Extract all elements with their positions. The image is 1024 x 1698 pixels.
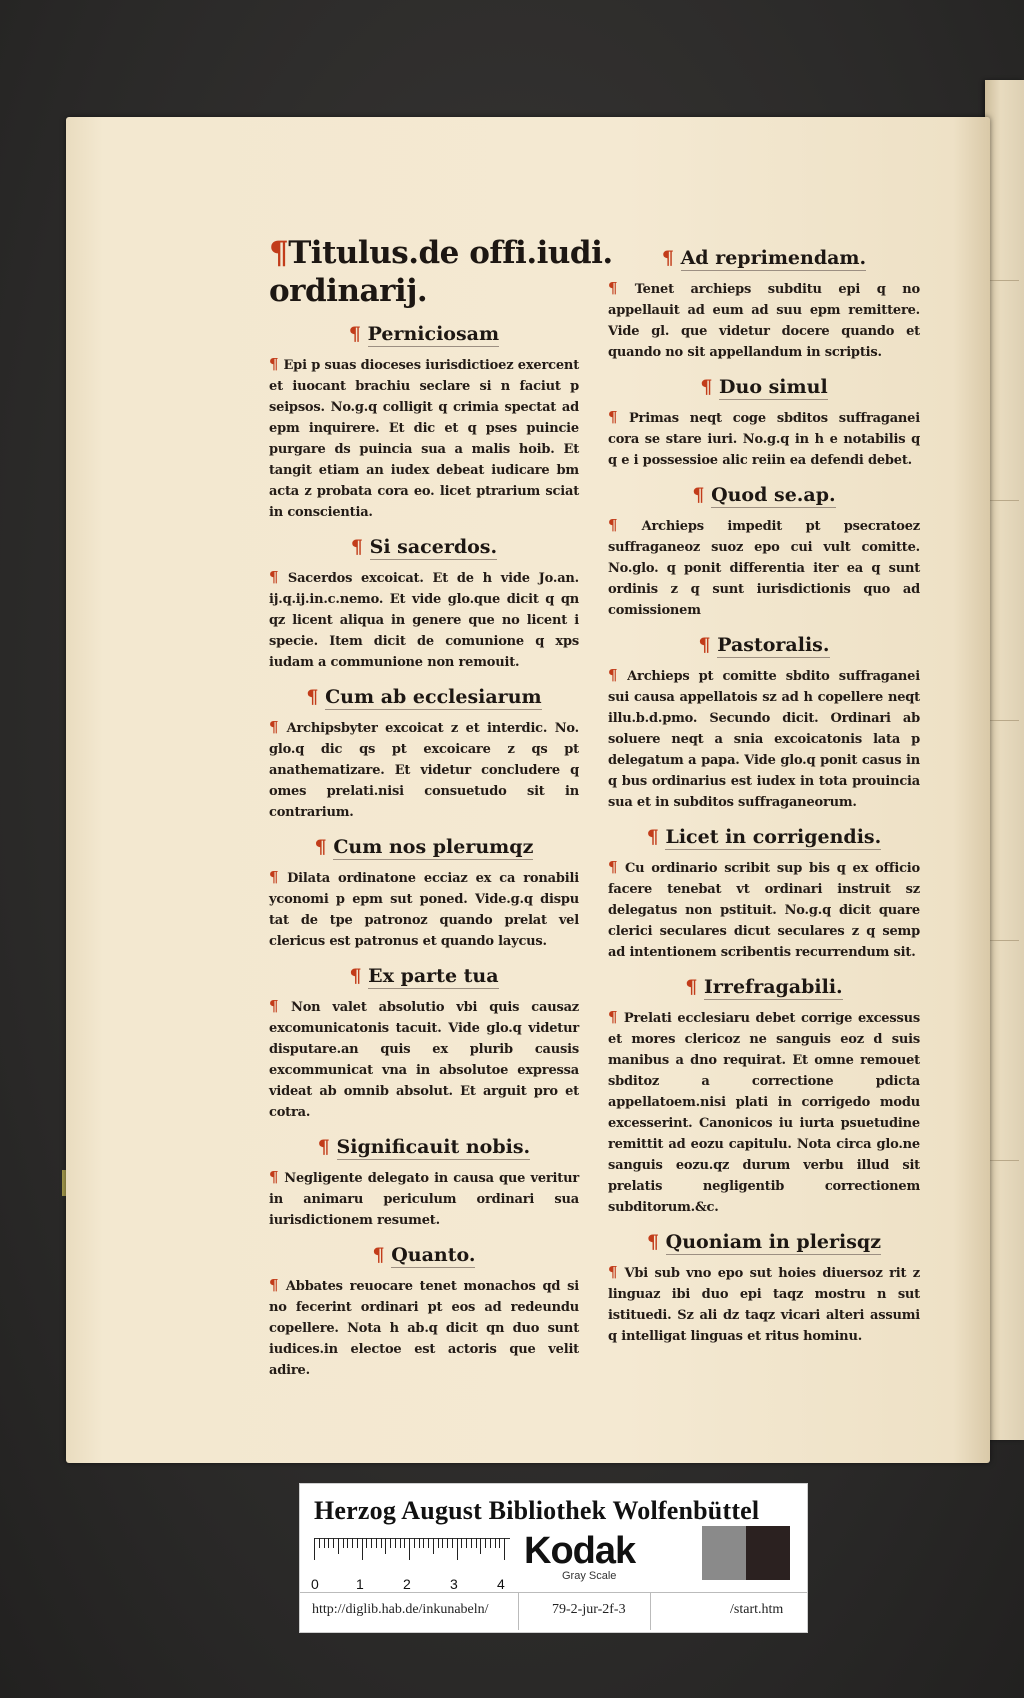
section-heading xyxy=(269,1135,579,1159)
ruler-tick xyxy=(480,1538,481,1554)
section-heading xyxy=(269,835,579,859)
leaf-text-trace xyxy=(989,1160,1019,1161)
section-paragraph xyxy=(269,567,579,673)
pilcrow-icon: ¶ xyxy=(646,1231,666,1253)
pilcrow-icon: ¶ xyxy=(608,858,625,876)
ruler-tick xyxy=(461,1538,462,1548)
ruler-tick xyxy=(314,1538,315,1560)
section-paragraph-text: Non valet absolutio vbi quis causaz excomunicatonis tacuit. Vide glo.q videtur disputare.an quis ex plurib causis excommunicat vna in absolutoe expressa videat ab omnib absolut. Et arguit pro et cotra. xyxy=(269,1000,579,1120)
gray-scale-label: Gray Scale xyxy=(562,1570,617,1582)
section-heading-text: Licet in corrigendis. xyxy=(665,826,882,848)
pilcrow-icon: ¶ xyxy=(269,235,289,271)
section-heading xyxy=(608,246,920,270)
section-paragraph xyxy=(269,717,579,823)
chapter-title-line1: Titulus.de offi.iudi. xyxy=(288,235,613,271)
ruler-tick xyxy=(404,1538,405,1548)
pilcrow-icon: ¶ xyxy=(646,826,666,848)
ruler-tick xyxy=(362,1538,363,1560)
ruler-tick xyxy=(376,1538,377,1548)
ruler-tick xyxy=(419,1538,420,1548)
pilcrow-icon: ¶ xyxy=(269,1276,286,1294)
pilcrow-icon: ¶ xyxy=(661,247,681,269)
ruler-tick xyxy=(490,1538,491,1548)
ruler-number: 3 xyxy=(450,1576,458,1592)
section-heading-text: Pastoralis. xyxy=(717,634,830,656)
target-divider xyxy=(300,1592,807,1593)
ruler-tick xyxy=(438,1538,439,1548)
ruler-tick xyxy=(357,1538,358,1548)
section-heading-text: Quod se.ap. xyxy=(711,484,836,506)
ruler-tick xyxy=(476,1538,477,1548)
section-paragraph-text: Sacerdos excoicat. Et de h vide Jo.an. ij.q.ij.in.c.nemo. Et vide glo.que dicit q qn qz licent aliqua in genere que no licent i specie. Item dicit de comunione q xps iudam a communione non remouit. xyxy=(269,571,579,670)
pilcrow-icon: ¶ xyxy=(269,718,287,736)
leaf-text-trace xyxy=(989,720,1019,721)
right-sections xyxy=(608,246,920,1347)
measurement-ruler xyxy=(311,1538,510,1592)
ruler-tick xyxy=(328,1538,329,1548)
section-heading-text: Si sacerdos. xyxy=(369,536,498,558)
section-paragraph xyxy=(269,1167,579,1231)
right-text-column xyxy=(608,234,920,1347)
section-paragraph-text: Prelati ecclesiaru debet corrige excessus et mores clericoz ne sanguis eoz d suis manibus a dno requirat. Et omne remouet sbditoz a correctione pdicta appellatoem.nisi plati in corrigedo modu excesserint. Canonicos iu iurta psuetudine remittit ad eozu capitulu. Nota circa glo.ne sanguis eozu.qz durum verbu illud sit prelatis negligentib correctionem subditorum.&c. xyxy=(608,1011,920,1215)
leaf-text-trace xyxy=(989,280,1019,281)
chapter-title xyxy=(269,234,613,310)
section-heading xyxy=(269,964,579,988)
section-paragraph xyxy=(269,996,579,1123)
target-url: http://diglib.hab.de/inkunabeln/ xyxy=(312,1602,489,1617)
section-heading-text: Perniciosam xyxy=(367,323,500,345)
leaf-text-trace xyxy=(989,500,1019,501)
section-heading-text: Ad reprimendam. xyxy=(680,247,867,269)
ruler-tick xyxy=(324,1538,325,1548)
section-paragraph xyxy=(269,354,579,523)
section-heading-text: Irrefragabili. xyxy=(704,976,843,998)
pilcrow-icon: ¶ xyxy=(698,634,718,656)
target-file: /start.htm xyxy=(730,1602,784,1617)
ruler-number: 4 xyxy=(497,1576,505,1592)
kodak-logo xyxy=(524,1532,668,1582)
ruler-tick xyxy=(409,1538,410,1560)
pilcrow-icon: ¶ xyxy=(269,997,292,1015)
section-heading-text: Quanto. xyxy=(391,1244,476,1266)
gray-swatch-dark xyxy=(746,1526,790,1580)
section-heading xyxy=(608,1230,920,1254)
pilcrow-icon: ¶ xyxy=(700,376,720,398)
pilcrow-icon: ¶ xyxy=(350,536,370,558)
ruler-tick xyxy=(433,1538,434,1554)
section-paragraph-text: Dilata ordinatone ecciaz ex ca ronabili yconomi p epm sut poned. Vide.g.q dispu tat de tpe patronoz quando prelat vel clericus est patronus et quando laycus. xyxy=(269,871,579,949)
facing-leaf-edge xyxy=(985,80,1024,1440)
section-heading xyxy=(608,975,920,999)
library-name: Herzog August Bibliothek Wolfenbüttel xyxy=(314,1496,760,1525)
section-paragraph xyxy=(608,857,920,963)
pilcrow-icon: ¶ xyxy=(608,408,629,426)
section-paragraph xyxy=(608,665,920,813)
section-heading xyxy=(269,322,579,346)
section-heading xyxy=(269,535,579,559)
pilcrow-icon: ¶ xyxy=(306,686,326,708)
target-shelfmark: 79-2-jur-2f-3 xyxy=(552,1602,626,1617)
ruler-tick xyxy=(466,1538,467,1548)
left-text-column xyxy=(269,234,613,1381)
kodak-wordmark: Kodak xyxy=(524,1530,636,1572)
section-paragraph xyxy=(269,1275,579,1381)
ruler-tick xyxy=(414,1538,415,1548)
pilcrow-icon: ¶ xyxy=(692,484,712,506)
pilcrow-icon: ¶ xyxy=(608,666,628,684)
ruler-tick xyxy=(352,1538,353,1548)
section-paragraph-text: Epi p suas dioceses iurisdictioez exercent et iuocant brachiu seclare si n faciut p seipsos. No.g.q colligit q crimia spectat ad epm inquirere. Et dic et q pses puincie purgare ds puincia sua a malis hoib. Et tangit etiam an iudex debeat iudicare bm acta z probata cora eo. licet ptrarium sciat in conscientia. xyxy=(269,358,579,520)
section-heading xyxy=(608,375,920,399)
section-heading-text: Cum ab ecclesiarum xyxy=(325,686,542,708)
section-paragraph-text: Archieps pt comitte sbdito suffraganei sui causa appellatois sz ad h copellere neqt illu.b.d.pmo. Secundo dicit. Ordinari ab soluere neqt a snia excoicatonis lata p delegatum a papa. Vide glo.q ponit casus in q bus ordinarius est iudex in tota prouincia sua et in subditos suffraganeorum. xyxy=(608,669,920,810)
section-paragraph xyxy=(269,867,579,952)
section-paragraph-text: Primas neqt coge sbditos suffraganei cora se stare iuri. No.g.q in h e notabilis q q e i possessioe alic reiin ea defendi debet. xyxy=(608,411,920,468)
pilcrow-icon: ¶ xyxy=(608,516,642,534)
target-divider xyxy=(518,1592,519,1630)
archive-color-target xyxy=(299,1483,808,1633)
ruler-tick xyxy=(452,1538,453,1548)
section-heading xyxy=(269,685,579,709)
section-heading-text: Duo simul xyxy=(719,376,828,398)
ruler-tick xyxy=(390,1538,391,1548)
ruler-number: 2 xyxy=(403,1576,411,1592)
section-paragraph xyxy=(608,278,920,363)
ruler-tick xyxy=(371,1538,372,1548)
pilcrow-icon: ¶ xyxy=(269,355,284,373)
pilcrow-icon: ¶ xyxy=(608,279,635,297)
pilcrow-icon: ¶ xyxy=(608,1008,624,1026)
pilcrow-icon: ¶ xyxy=(314,836,334,858)
ruler-tick xyxy=(428,1538,429,1548)
pilcrow-icon: ¶ xyxy=(349,965,369,987)
pilcrow-icon: ¶ xyxy=(269,868,288,886)
chapter-title-line2: ordinarij. xyxy=(269,273,428,309)
ruler-tick xyxy=(385,1538,386,1554)
leaf-text-trace xyxy=(989,940,1019,941)
ruler-tick xyxy=(333,1538,334,1548)
ruler-tick xyxy=(395,1538,396,1548)
section-paragraph-text: Archieps impedit pt psecratoez suffraganeoz suoz epo cui vult comitte. No.glo. q ponit differentia iter ea q sunt ordinis z q sunt iurisdictionis quo ad comissionem xyxy=(608,519,920,618)
ruler-tick xyxy=(319,1538,320,1548)
ruler-tick xyxy=(499,1538,500,1548)
ruler-tick xyxy=(366,1538,367,1548)
section-heading-text: Cum nos plerumqz xyxy=(333,836,534,858)
pilcrow-icon: ¶ xyxy=(269,1168,285,1186)
pilcrow-icon: ¶ xyxy=(317,1136,337,1158)
ruler-tick xyxy=(423,1538,424,1548)
ruler-number: 1 xyxy=(356,1576,364,1592)
ruler-tick xyxy=(447,1538,448,1548)
ruler-tick xyxy=(457,1538,458,1560)
section-paragraph-text: Tenet archieps subditu epi q no appellauit ad eum ad suu epm remittere. Vide gl. que videtur docere quando et quando no sit appellandum in scriptis. xyxy=(608,282,920,360)
ruler-tick xyxy=(400,1538,401,1548)
ruler-tick xyxy=(343,1538,344,1548)
pilcrow-icon: ¶ xyxy=(608,1263,625,1281)
ruler-tick xyxy=(471,1538,472,1548)
ruler-tick xyxy=(495,1538,496,1548)
section-heading-text: Ex parte tua xyxy=(368,965,499,987)
section-paragraph xyxy=(608,1262,920,1347)
section-paragraph xyxy=(608,1007,920,1218)
section-paragraph-text: Archipsbyter excoicat z et interdic. No. glo.q dic qs pt excoicare z qs pt anathematizare. Et videtur concludere q omes prelati.nisi consuetudo sit in contrarium. xyxy=(269,721,579,820)
left-sections xyxy=(269,322,579,1381)
section-heading-text: Significauit nobis. xyxy=(336,1136,531,1158)
section-paragraph xyxy=(608,515,920,621)
ruler-tick xyxy=(504,1538,505,1560)
section-heading xyxy=(608,633,920,657)
pilcrow-icon: ¶ xyxy=(269,568,288,586)
section-paragraph-text: Negligente delegato in causa que veritur in animaru periculum ordinari sua iurisdictionem resumet. xyxy=(269,1171,579,1228)
gray-swatch-mid xyxy=(702,1526,746,1580)
ruler-number: 0 xyxy=(311,1576,319,1592)
section-paragraph-text: Cu ordinario scribit sup bis q ex officio facere tenebat vt ordinari instruit sz delegatus non pstituit. No.g.q dicit quare clerici seculares dicut seculares z q semp ad intentionem scribentis recurrendum sit. xyxy=(608,861,920,960)
section-paragraph-text: Vbi sub vno epo sut hoies diuersoz rit z linguaz ibi duo epi taqz mostru n sut istituedi. Sz ali dz taqz vicari alteri assumi q intelligat linguas et ritus hominu. xyxy=(608,1266,920,1344)
ruler-tick xyxy=(442,1538,443,1548)
ruler-tick xyxy=(485,1538,486,1548)
section-heading xyxy=(269,1243,579,1267)
ruler-tick xyxy=(381,1538,382,1548)
pilcrow-icon: ¶ xyxy=(348,323,368,345)
pilcrow-icon: ¶ xyxy=(685,976,705,998)
section-paragraph-text: Abbates reuocare tenet monachos qd si no fecerint ordinari pt eos ad redeundu copellere. Nota h ab.q dicit qn duo sunt iudices.in electoe est actoris que velit adire. xyxy=(269,1279,579,1378)
ruler-tick xyxy=(338,1538,339,1554)
target-divider xyxy=(650,1592,651,1630)
section-heading-text: Quoniam in plerisqz xyxy=(665,1231,882,1253)
section-heading xyxy=(608,825,920,849)
section-paragraph xyxy=(608,407,920,471)
section-heading xyxy=(608,483,920,507)
ruler-tick xyxy=(347,1538,348,1548)
pilcrow-icon: ¶ xyxy=(372,1244,392,1266)
